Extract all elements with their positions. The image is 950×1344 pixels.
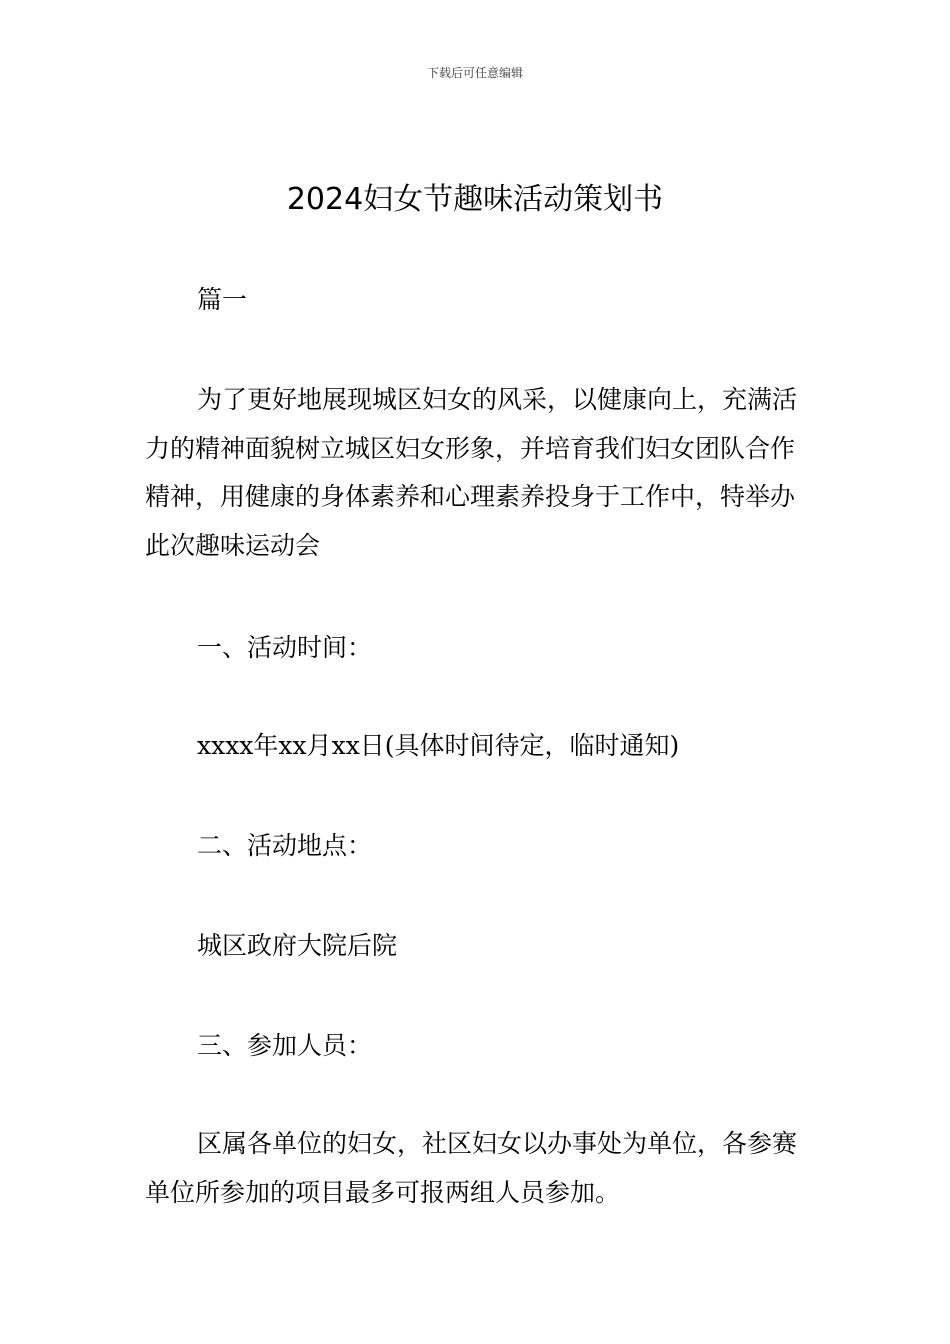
- header-note: 下载后可任意编辑: [426, 66, 523, 80]
- section-label: 篇一: [197, 285, 248, 314]
- time-heading: 一、活动时间：: [197, 633, 373, 662]
- place-heading: 二、活动地点：: [197, 831, 373, 860]
- document-title: 2024妇女节趣味活动策划书: [286, 182, 664, 217]
- participants-paragraph: 区属各单位的妇女，社区妇女以办事处为单位，各参赛单位所参加的项目最多可报两组人员参加。: [145, 1129, 798, 1207]
- participants-heading: 三、参加人员：: [197, 1031, 373, 1060]
- intro-paragraph: 为了更好地展现城区妇女的风采，以健康向上，充满活力的精神面貌树立城区妇女形象，并培育我们妇女团队合作精神，用健康的身体素养和心理素养投身于工作中，特举办此次趣味运动会: [145, 385, 798, 560]
- place-value: 城区政府大院后院: [197, 931, 398, 960]
- time-value: xxxx年xx月xx日(具体时间待定，临时通知): [197, 731, 680, 760]
